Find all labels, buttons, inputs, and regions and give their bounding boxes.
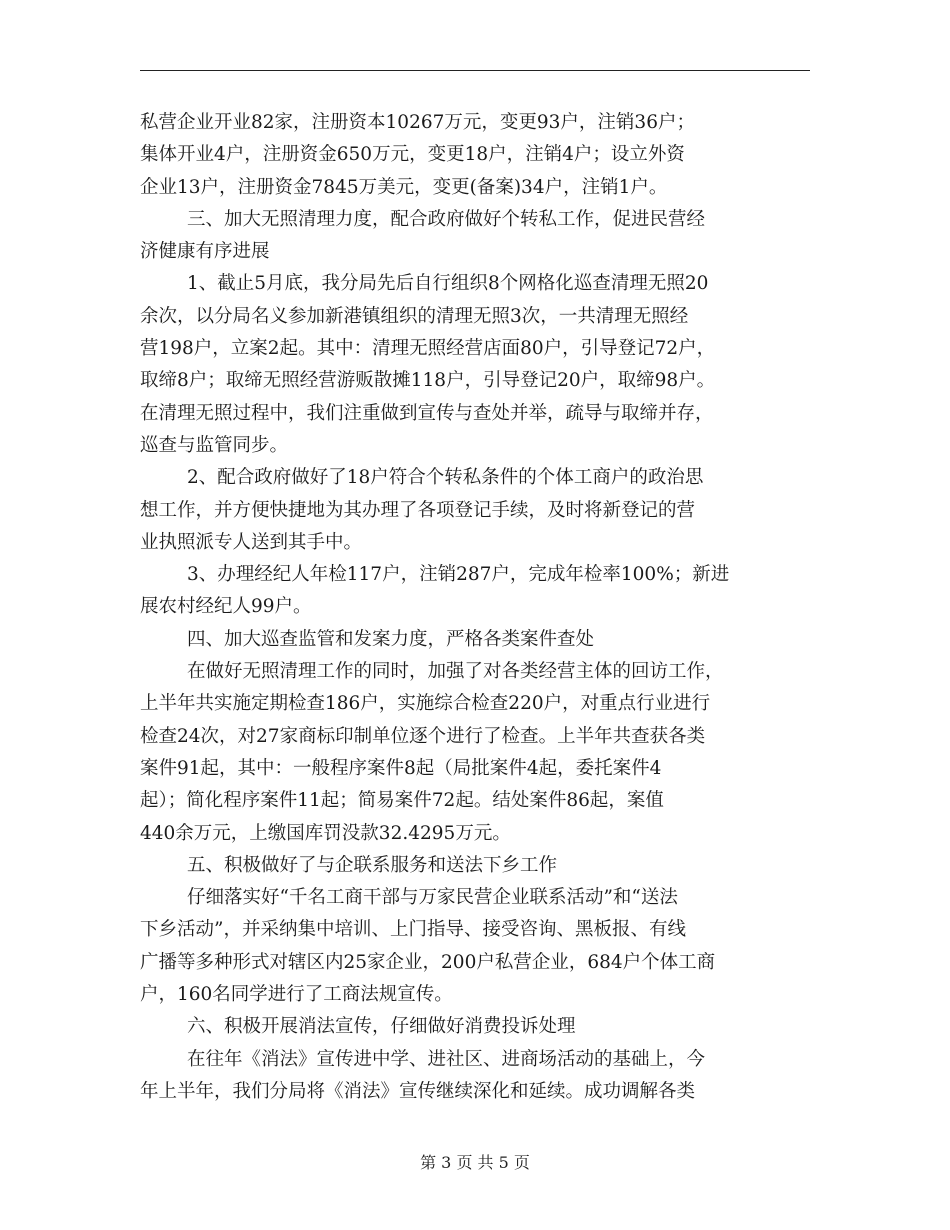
text-line: 下乡活动”，并采纳集中培训、上门指导、接受咨询、黑板报、有线 [140, 919, 686, 941]
text-line: 在往年《消法》宣传进中学、进社区、进商场活动的基础上，今 [187, 1048, 706, 1070]
text-line: 在做好无照清理工作的同时，加强了对各类经营主体的回访工作， [187, 661, 724, 683]
text-line: 年上半年，我们分局将《消法》宣传继续深化和延续。成功调解各类 [140, 1080, 696, 1102]
text-line: 六、积极开展消法宣传，仔细做好消费投诉处理 [187, 1016, 576, 1038]
text-line: 业执照派专人送到其手中。 [140, 531, 363, 553]
text-line: 案件91起，其中：一般程序案件8起（局批案件4起，委托案件4 [140, 757, 662, 779]
text-line: 企业13户，注册资金7845万美元，变更(备案)34户，注销1户。 [140, 176, 668, 198]
text-line: 展农村经纪人99户。 [140, 596, 312, 618]
text-line: 余次，以分局名义参加新港镇组织的清理无照3次，一共清理无照经 [140, 305, 689, 327]
text-line: 3、办理经纪人年检117户，注销287户，完成年检率100%；新进 [187, 564, 730, 586]
text-line: 四、加大巡查监管和发案力度，严格各类案件查处 [187, 628, 595, 650]
text-line: 户，160名同学进行了工商法规宣传。 [140, 984, 453, 1006]
text-line: 三、加大无照清理力度，配合政府做好个转私工作，促进民营经 [187, 208, 706, 230]
text-line: 检查24次，对27家商标印制单位逐个进行了检查。上半年共查获各类 [140, 725, 706, 747]
text-line: 2、配合政府做好了18户符合个转私条件的个体工商户的政治思 [187, 467, 704, 489]
page-footer: 第 3 页 共 5 页 [420, 1153, 530, 1172]
text-line: 在清理无照过程中，我们注重做到宣传与查处并举，疏导与取缔并存， [140, 402, 714, 424]
text-line: 五、积极做好了与企联系服务和送法下乡工作 [187, 854, 558, 876]
text-line: 广播等多种形式对辖区内25家企业，200户私营企业，684户个体工商 [140, 951, 716, 973]
text-line: 取缔8户；取缔无照经营游贩散摊118户，引导登记20户，取缔98户。 [140, 370, 716, 392]
text-line: 仔细落实好“千名工商干部与万家民营企业联系活动”和“送法 [187, 887, 678, 909]
text-line: 集体开业4户，注册资金650万元，变更18户，注销4户；设立外资 [140, 144, 685, 166]
text-line: 440余万元，上缴国库罚没款32.4295万元。 [140, 822, 511, 844]
text-line: 1、截止5月底，我分局先后自行组织8个网格化巡查清理无照20 [187, 273, 709, 295]
text-line: 营198户，立案2起。其中：清理无照经营店面80户，引导登记72户， [140, 338, 716, 360]
text-line: 巡查与监管同步。 [140, 434, 289, 456]
text-line: 私营企业开业82家，注册资本10267万元，变更93户，注销36户； [140, 112, 695, 133]
text-line: 想工作，并方便快捷地为其办理了各项登记手续，及时将新登记的营 [140, 499, 696, 521]
text-line: 起）；简化程序案件11起；简易案件72起。结处案件86起，案值 [140, 790, 664, 812]
document-body [140, 107, 812, 1108]
text-line: 上半年共实施定期检查186户，实施综合检查220户，对重点行业进行 [140, 693, 711, 715]
header-divider [140, 70, 810, 71]
text-line: 济健康有序进展 [140, 241, 270, 263]
